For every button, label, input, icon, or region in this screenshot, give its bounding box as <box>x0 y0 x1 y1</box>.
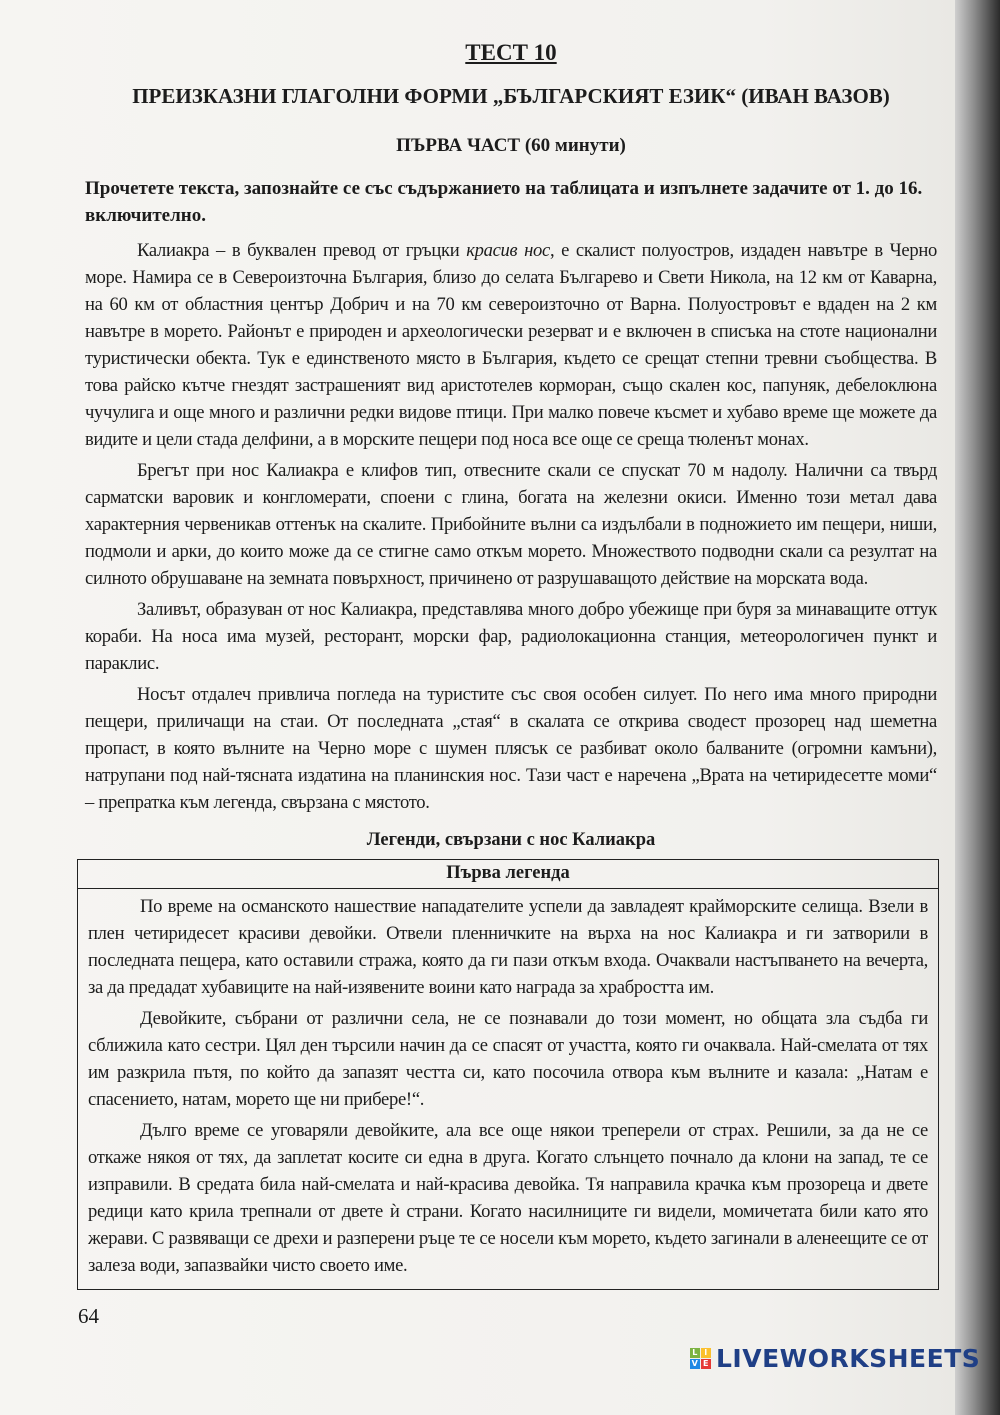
logo-icon <box>690 1348 711 1369</box>
legend-title: Първа легенда <box>78 860 938 889</box>
logo-letter: I <box>701 1348 711 1358</box>
paragraph-2: Брегът при нос Калиакра е клифов тип, отвесните скали се спускат 70 м надолу. Налични са твърд сарматски варовик и конгломерати, споени с глина, богата на железни окиси. Именно този метал дава характерния червеникав оттенък на скалите. Прибойните вълни са издълбали в подножието им пещери, ниши, подмоли и арки, до които може да се стигне само откъм морето. Множеството подводни скали са резултат на силното обрушаване на земната повърхност, причинено от разрушаващото действие на морската вода. <box>85 460 937 589</box>
page-content <box>85 0 937 1290</box>
watermark-text: LIVEWORKSHEETS <box>716 1344 981 1373</box>
paragraph-1-rest: , е скалист полуостров, издаден навътре в Черно море. Намира се в Североизточна България, близо до селата Българево и Свети Никола, на 12 км от Каварна, на 60 км от областния център Добрич и на 70 км североизточно от Варна. Полуостровът е вдаден на 2 км навътре в морето. Районът е природен и археологически резерват и е включен в списъка на стоте национални туристически обекта. Тук е единственото място в България, където се срещат степни тревни съобщества. В това райско кътче гнездят застрашеният вид аристотелев корморан, също скален кос, папуняк, дебелоклюна чучулига и още много и различни редки видове птици. При малко повече късмет и хубаво време ще можете да видите и цели стада делфини, а в морските пещери под носа все още се среща тюленът монах. <box>85 240 937 450</box>
liveworksheets-watermark <box>690 1344 980 1373</box>
logo-letter: L <box>690 1348 700 1358</box>
paragraph-3: Заливът, образуван от нос Калиакра, представлява много добро убежище при буря за минаващите оттук кораби. На носа има музей, ресторант, морски фар, радиолокационна станция, метеорологичен пункт и параклис. <box>85 599 937 674</box>
legend-paragraph-2: Девойките, събрани от различни села, не се познавали до този момент, но общата зла съдба ги сближила като сестри. Цял ден търсили начин да се спасят от участта, която ги очаквала. Най-смелата от тях им разкрила пътя, по който да запазят честта си, като посочила отвора към вълните и казала: „Натам е спасението, натам, морето ще ни прибере!“. <box>88 1008 928 1110</box>
logo-letter: V <box>691 1359 699 1368</box>
legends-heading: Легенди, свързани с нос Калиакра <box>366 830 656 850</box>
part-heading: ПЪРВА ЧАСТ (60 минути) <box>396 135 626 156</box>
logo-letter: E <box>701 1359 711 1369</box>
instructions: Прочетете текста, запознайте се със съдържанието на таблицата и изпълнете задачите от 1. до 16. включително. <box>85 178 923 226</box>
paragraph-4: Носът отдалеч привлича погледа на туристите със своя особен силует. По него има много природни пещери, приличащи на стаи. От последната „стая“ в скалата се открива сводест прозорец над шеметна пропаст, в която вълните на Черно море с шумен плясък се разбиват около балваните (огромни камъни), натрупани под най-тясната издатина на планинския нос. Тази част е наречена „Врата на четиридесетте моми“ – препратка към легенда, свързана с мястото. <box>85 684 937 813</box>
paragraph-1-italic: красив нос <box>466 240 550 261</box>
test-title: ТЕСТ 10 <box>465 40 557 65</box>
legend-paragraph-3: Дълго време се уговаряли девойките, ала все още някои треперели от страх. Решили, за да не се откаже някоя от тях, да заплетат косите си една в друга. Когато слънцето почнало да клони на запад, те се изправили. В средата била най-смелата и най-красива девойка. Тя направила крачка към прозореца и двете редици като крила трепнали от двете ѝ страни. Когато насилниците ги видели, момичетата били като ято жерави. С развяващи се дрехи и разперени ръце те се носели към морето, където загинали в аленеещите се от залеза води, запазвайки чисто своето име. <box>88 1120 928 1276</box>
paragraph-1-start: Калиакра – в буквален превод от гръцки <box>137 240 467 261</box>
legend-box <box>77 859 939 1290</box>
page-number: 64 <box>78 1304 99 1328</box>
page-footer <box>0 1300 981 1380</box>
test-subtitle: ПРЕИЗКАЗНИ ГЛАГОЛНИ ФОРМИ „БЪЛГАРСКИЯТ ЕЗИК“ (ИВАН ВАЗОВ) <box>132 84 890 108</box>
paragraph-1 <box>85 237 937 453</box>
legend-paragraph-1: По време на османското нашествие нападателите успели да завладеят крайморските селища. Взели в плен четиридесет красиви девойки. Отвели пленничките на върха на нос Калиакра и ги затворили в последната пещера, като оставили стража, която да ги пази откъм входа. Очаквали настъпването на вечерта, за да предадат хубавиците на най-изявените воини като награда за храбростта им. <box>88 896 928 998</box>
